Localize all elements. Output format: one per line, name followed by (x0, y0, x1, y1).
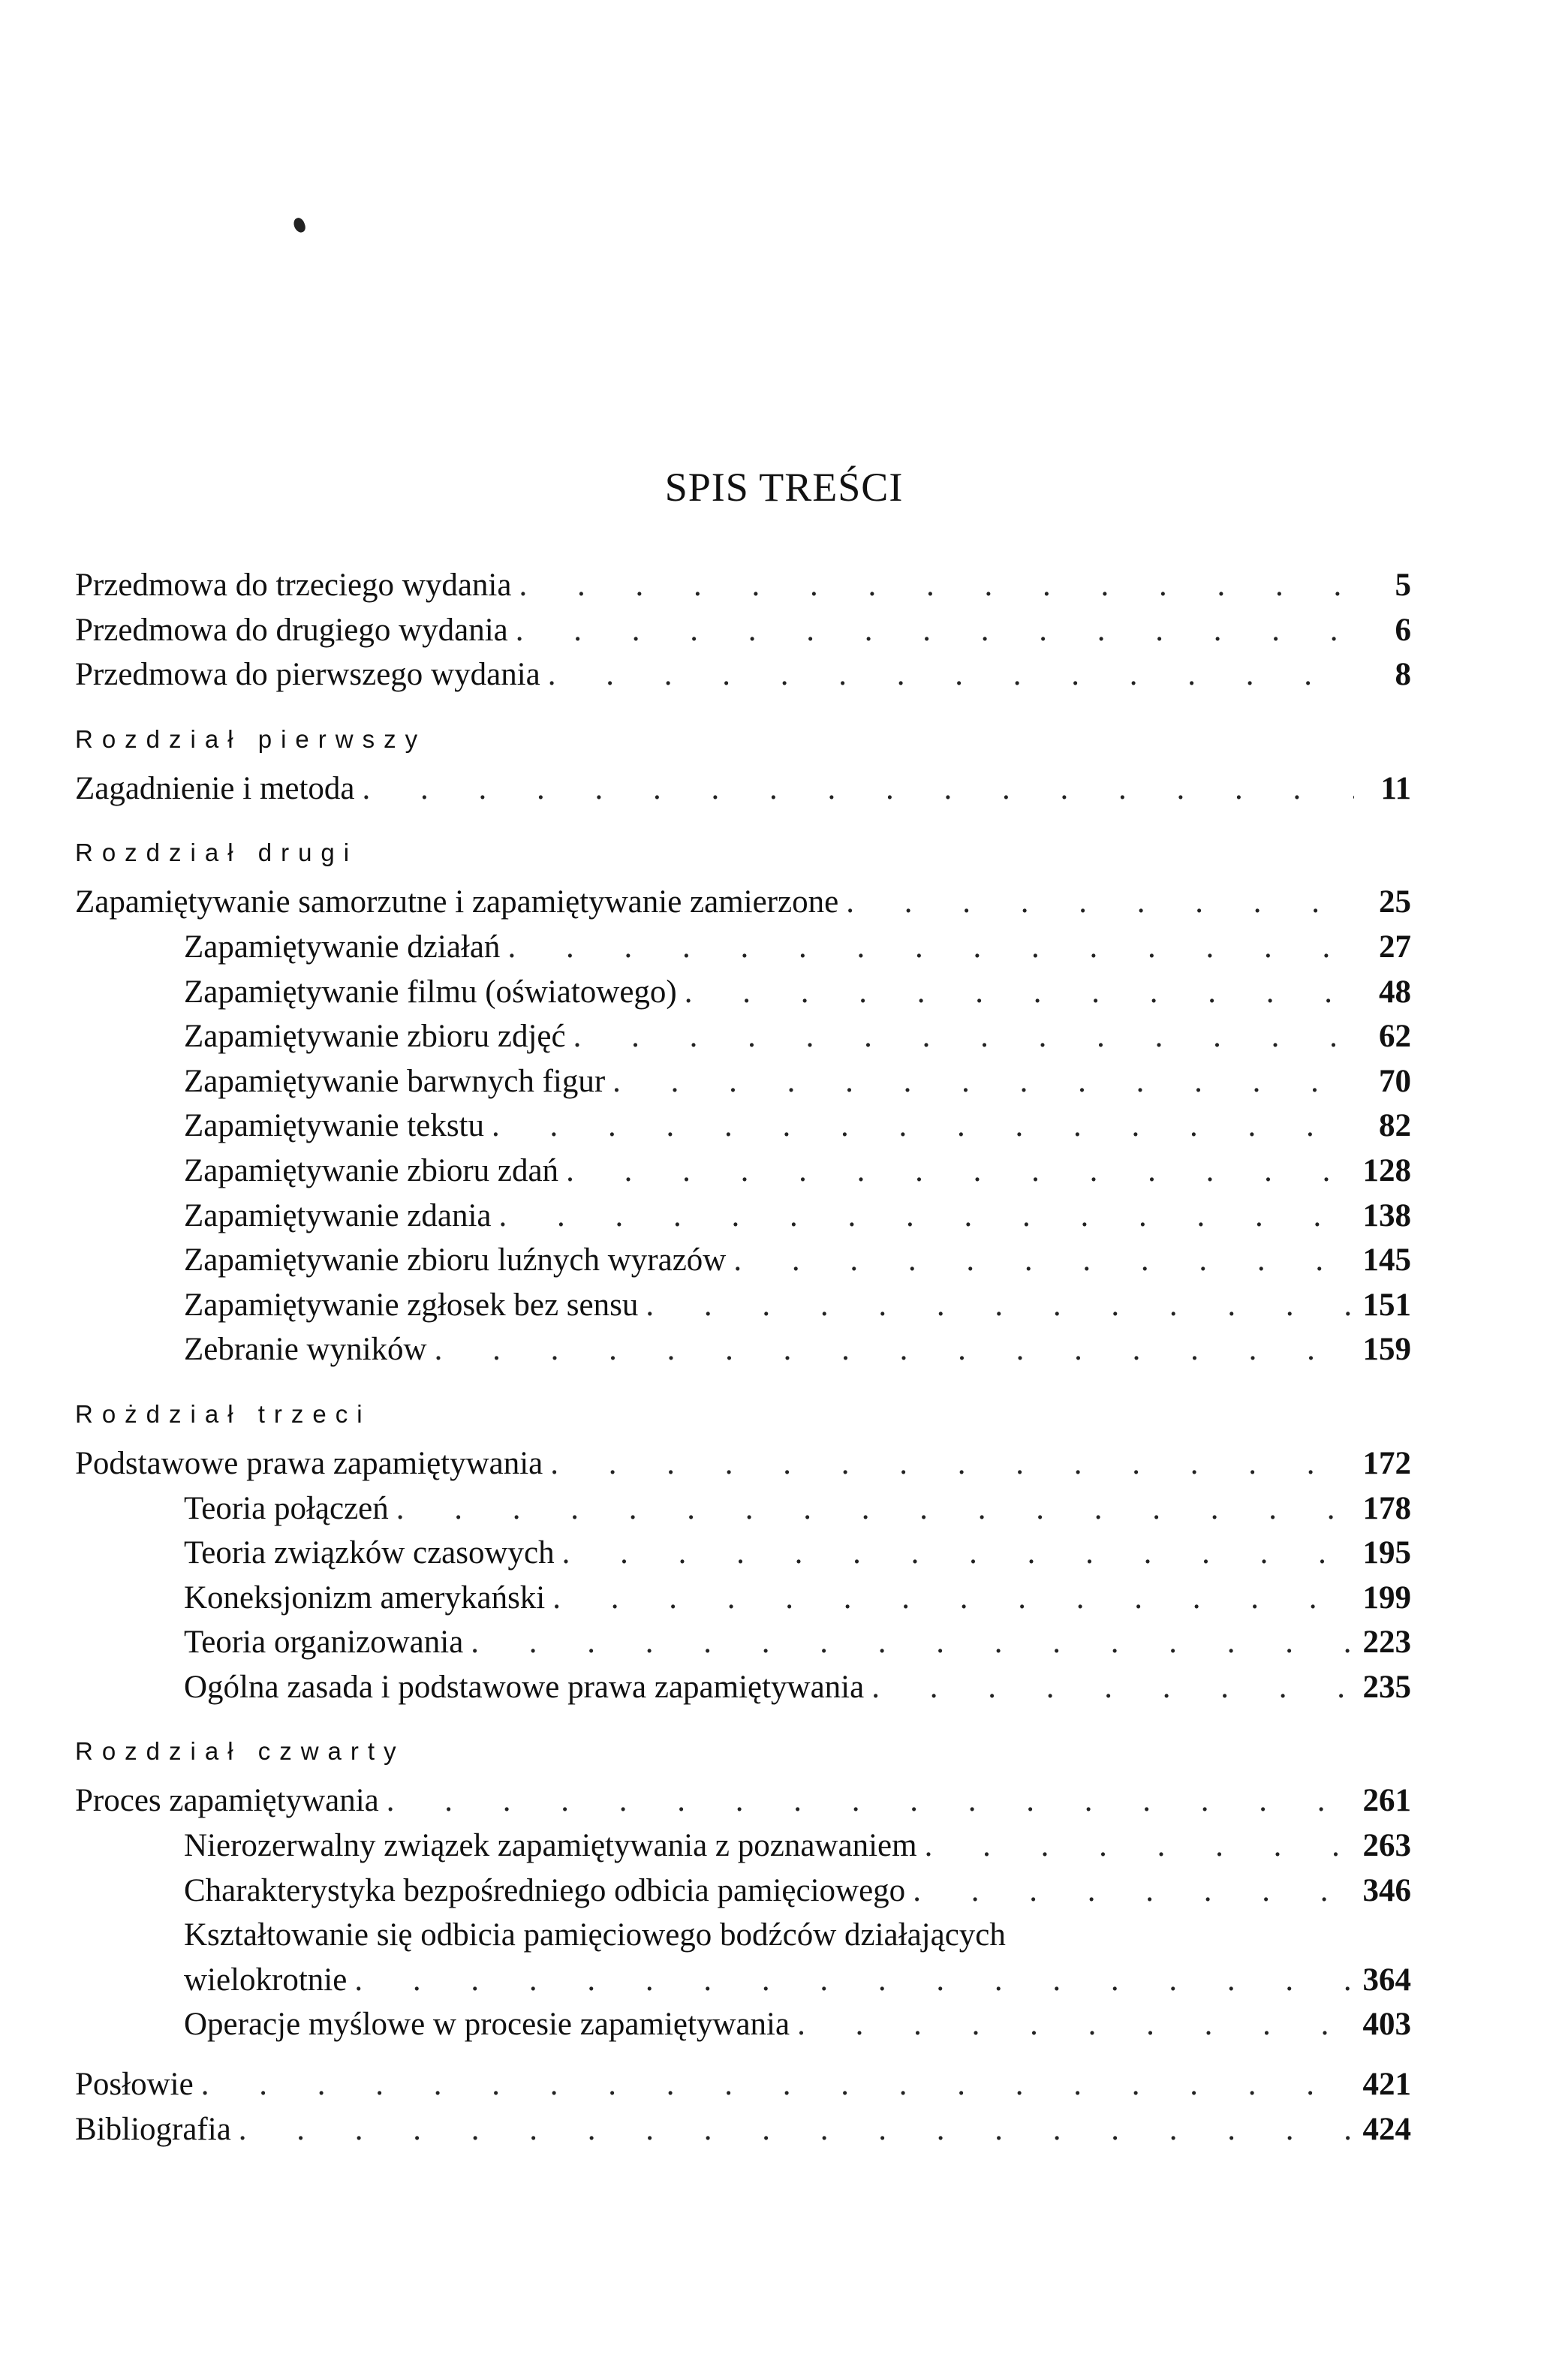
toc-entry-title: Zapamiętywanie samorzutne i zapamiętywanie zamierzone (75, 884, 839, 920)
toc-entry-title: Zapamiętywanie zbioru luźnych wyrazów (184, 1242, 727, 1278)
toc-page-number: 199 (1362, 1580, 1411, 1616)
toc-subentry (75, 1917, 1411, 1962)
toc-page-number: 70 (1379, 1063, 1411, 1099)
toc-page-number: 346 (1362, 1872, 1411, 1908)
toc-subentry (75, 1580, 1411, 1625)
toc-subentry (75, 1534, 1411, 1580)
dot-leader (519, 567, 1354, 604)
chapter-heading: Rozdział czwarty (75, 1737, 405, 1766)
toc-entry-title: Przedmowa do trzeciego wydania (75, 568, 512, 603)
toc-page-number: 11 (1380, 770, 1411, 806)
section-gap (75, 2051, 1411, 2066)
toc-subentry (75, 1827, 1411, 1872)
toc-page-number: 364 (1362, 1962, 1411, 1998)
toc-subentry (75, 1624, 1411, 1669)
toc-subentry (75, 1490, 1411, 1535)
toc-entry-title: Bibliografia (75, 2111, 231, 2147)
toc-page-number: 159 (1362, 1332, 1411, 1368)
toc-page-number: 261 (1362, 1783, 1411, 1819)
dot-leader (925, 1827, 1354, 1864)
toc-subentry (75, 1152, 1411, 1197)
toc-entry-title: Przedmowa do drugiego wydania (75, 612, 508, 648)
toc-subentry (75, 1331, 1411, 1376)
toc-entry-title: Posłowie (75, 2067, 194, 2103)
toc-subentry (75, 1872, 1411, 1917)
toc-entry-title: Nierozerwalny związek zapamiętywania z poznawaniem (184, 1828, 917, 1864)
toc-subentry (75, 1669, 1411, 1714)
toc-entry-title: Zapamiętywanie barwnych figur (184, 1063, 606, 1099)
toc-entry-title: Teoria połączeń (184, 1490, 389, 1526)
toc-page-number: 27 (1379, 929, 1411, 965)
toc-page-number: 235 (1362, 1669, 1411, 1705)
toc-entry-title: Charakterystyka bezpośredniego odbicia pamięciowego (184, 1872, 906, 1908)
dot-leader (566, 1152, 1354, 1189)
toc-entry (75, 567, 1411, 612)
toc-page-number: 48 (1379, 974, 1411, 1010)
dot-leader (354, 1962, 1354, 1998)
toc-page-number: 403 (1362, 2007, 1411, 2043)
toc-subentry (75, 1107, 1411, 1152)
dot-leader (646, 1287, 1354, 1324)
toc-page-number: 178 (1362, 1490, 1411, 1526)
toc-entry (75, 612, 1411, 657)
toc-entry-title: Zapamiętywanie działań (184, 929, 501, 965)
toc-entry-title: wielokrotnie (184, 1962, 348, 1998)
toc-entry-title: Proces zapamiętywania (75, 1783, 379, 1819)
toc-page-number: 223 (1362, 1625, 1411, 1661)
toc-entry-title: Przedmowa do pierwszego wydania (75, 657, 540, 693)
dot-leader (846, 884, 1354, 920)
toc-entry-title: Zapamiętywanie tekstu (184, 1108, 484, 1144)
dot-leader (387, 1782, 1354, 1819)
toc-entry (75, 1782, 1411, 1827)
toc-page-number: 145 (1362, 1242, 1411, 1278)
page-title: SPIS TREŚCI (664, 465, 904, 510)
toc-entry-title: Operacje myślowe w procesie zapamiętywania (184, 2007, 790, 2043)
toc-page-number: 263 (1362, 1828, 1411, 1864)
dot-leader (492, 1107, 1354, 1144)
toc-entry (75, 2111, 1411, 2156)
dot-leader (471, 1624, 1354, 1661)
dot-leader (396, 1490, 1354, 1527)
toc-entry (75, 770, 1411, 815)
dot-leader (871, 1669, 1354, 1706)
toc-subentry (75, 2006, 1411, 2051)
toc-entry-title: Podstawowe prawa zapamiętywania (75, 1445, 543, 1481)
dot-leader (239, 2111, 1354, 2148)
toc-entry-title: Zapamiętywanie zdania (184, 1197, 492, 1233)
table-of-contents (75, 567, 1411, 2155)
toc-entry-title: Kształtowanie się odbicia pamięciowego bodźców działających (184, 1917, 1006, 1953)
toc-entry (75, 2066, 1411, 2111)
dot-leader (562, 1534, 1354, 1571)
toc-entry (75, 884, 1411, 929)
toc-entry-title: Zapamiętywanie filmu (oświatowego) (184, 974, 677, 1010)
toc-subentry (75, 1242, 1411, 1287)
toc-page-number: 424 (1362, 2111, 1411, 2147)
toc-entry-title: Zebranie wyników (184, 1332, 427, 1368)
dot-leader (507, 929, 1354, 965)
dot-leader (201, 2066, 1354, 2103)
dot-leader (573, 1018, 1354, 1055)
dot-leader (363, 770, 1354, 807)
dot-leader (797, 2006, 1354, 2043)
toc-page-number: 151 (1362, 1287, 1411, 1323)
dot-leader (499, 1197, 1355, 1234)
toc-page-number: 5 (1395, 568, 1411, 603)
chapter-heading: Rozdział pierwszy (75, 724, 427, 753)
dot-leader (685, 974, 1354, 1010)
toc-entry (75, 1445, 1411, 1490)
dot-leader (612, 1063, 1354, 1100)
dot-leader (733, 1242, 1354, 1278)
toc-page-number: 195 (1362, 1535, 1411, 1571)
toc-entry-title: Teoria związków czasowych (184, 1535, 555, 1571)
toc-page-number: 25 (1379, 884, 1411, 920)
toc-entry-title: Koneksjonizm amerykański (184, 1580, 546, 1616)
toc-page-number: 62 (1379, 1019, 1411, 1055)
toc-page-number: 128 (1362, 1152, 1411, 1188)
toc-page-number: 6 (1395, 612, 1411, 648)
toc-subentry (75, 1063, 1411, 1108)
toc-page-number: 82 (1379, 1108, 1411, 1144)
toc-page-number: 421 (1362, 2067, 1411, 2103)
toc-page-number: 138 (1362, 1197, 1411, 1233)
toc-entry (75, 656, 1411, 701)
toc-entry-title: Ogólna zasada i podstawowe prawa zapamiętywania (184, 1669, 865, 1705)
ink-speck (292, 216, 307, 234)
toc-subentry (75, 929, 1411, 974)
toc-subentry (75, 1287, 1411, 1332)
toc-subentry (75, 1197, 1411, 1242)
toc-entry-title: Zapamiętywanie zgłosek bez sensu (184, 1287, 639, 1323)
toc-entry-title: Teoria organizowania (184, 1625, 464, 1661)
toc-entry-title: Zapamiętywanie zbioru zdjęć (184, 1019, 566, 1055)
toc-entry-title: Zapamiętywanie zbioru zdań (184, 1152, 559, 1188)
dot-leader (550, 1445, 1354, 1482)
dot-leader (552, 1580, 1354, 1616)
toc-page-number: 172 (1362, 1445, 1411, 1481)
toc-subentry (75, 974, 1411, 1019)
toc-page-number: 8 (1395, 657, 1411, 693)
dot-leader (548, 656, 1354, 693)
toc-subentry (75, 1018, 1411, 1063)
dot-leader (435, 1331, 1354, 1368)
chapter-heading: Rożdział trzeci (75, 1399, 372, 1428)
dot-leader (913, 1872, 1354, 1909)
toc-entry-title: Zagadnienie i metoda (75, 770, 355, 806)
toc-subentry (75, 1962, 1411, 2007)
dot-leader (516, 612, 1354, 649)
chapter-heading: Rozdział drugi (75, 839, 359, 867)
